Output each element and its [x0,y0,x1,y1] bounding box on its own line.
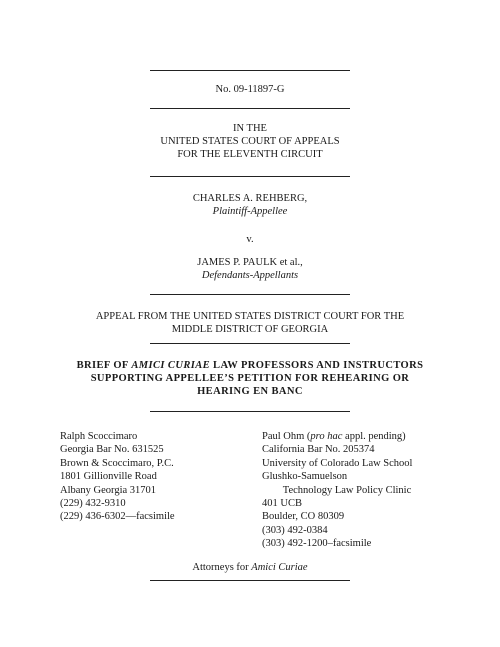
brief-title-line-1 [0,359,500,372]
counsel-right-line: Boulder, CO 80309 [262,511,345,523]
counsel-right-line: (303) 492-1200–facsimile [262,538,372,550]
divider-after-case-number [150,108,350,109]
counsel-right-name-suffix: appl. pending) [342,431,406,442]
divider-after-brief-title [150,411,350,412]
court-line-1: IN THE [233,123,267,134]
court-block [0,122,500,161]
counsel-right [262,430,412,551]
divider-top [150,70,350,71]
counsel-right-line: California Bar No. 205374 [262,444,375,456]
counsel-left [60,430,175,524]
defendant-name: JAMES P. PAULK et al., [197,257,303,268]
brief-title-line-2: SUPPORTING APPELLEE’S PETITION FOR REHEARING OR [90,373,410,384]
counsel-right-line: Technology Law Policy Clinic [262,484,412,496]
plaintiff-name: CHARLES A. REHBERG, [192,193,308,204]
divider-bottom [150,580,350,581]
counsel-left-line: Brown & Scoccimaro, P.C. [60,457,174,469]
counsel-left-line: Georgia Bar No. 631525 [60,444,164,456]
brief-title [0,359,500,398]
counsel-right-line: Glushko-Samuelson [262,471,348,483]
counsel-left-line: (229) 432-9310 [60,498,126,510]
plaintiff-role: Plaintiff-Appellee [212,206,288,217]
case-number [0,83,500,96]
appeal-block [0,310,500,336]
counsel-left-line: (229) 436-6302—facsimile [60,511,175,523]
attorneys-for-prefix: Attorneys for [192,562,252,573]
counsel-left-line: Ralph Scoccimaro [60,431,138,442]
counsel-right-line: (303) 492-0384 [262,524,328,536]
appeal-line-2: MIDDLE DISTRICT OF GEORGIA [171,324,329,335]
counsel-right-name [262,430,412,443]
divider-after-parties [150,294,350,295]
counsel-right-name-text: Paul Ohm ( [262,431,311,442]
pro-hac-text: pro hac [310,431,343,442]
court-line-2: UNITED STATES COURT OF APPEALS [160,136,340,147]
court-line-3: FOR THE ELEVENTH CIRCUIT [177,149,323,160]
divider-after-court [150,176,350,177]
versus [0,233,500,246]
case-number-text: No. 09-11897-G [215,84,285,95]
counsel-right-line: University of Colorado Law School [262,457,413,469]
divider-after-appeal [150,343,350,344]
attorneys-for [0,561,500,574]
attorneys-for-amici: Amici Curiae [251,562,308,573]
versus-text: v. [246,234,254,245]
brief-title-prefix: BRIEF OF [76,360,132,371]
plaintiff-block [0,192,500,218]
appeal-line-1: APPEAL FROM THE UNITED STATES DISTRICT COURT FOR THE [95,311,405,322]
counsel-left-line: Albany Georgia 31701 [60,484,157,496]
brief-title-line-3: HEARING EN BANC [197,386,303,397]
defendant-block [0,256,500,282]
counsel-right-line: 401 UCB [262,498,302,510]
attorneys-for-line [0,561,500,574]
defendant-role: Defendants-Appellants [201,270,299,281]
brief-title-amici: AMICI CURIAE [131,360,211,371]
counsel-left-line: 1801 Gillionville Road [60,471,157,483]
brief-title-rest: LAW PROFESSORS AND INSTRUCTORS [210,360,424,371]
